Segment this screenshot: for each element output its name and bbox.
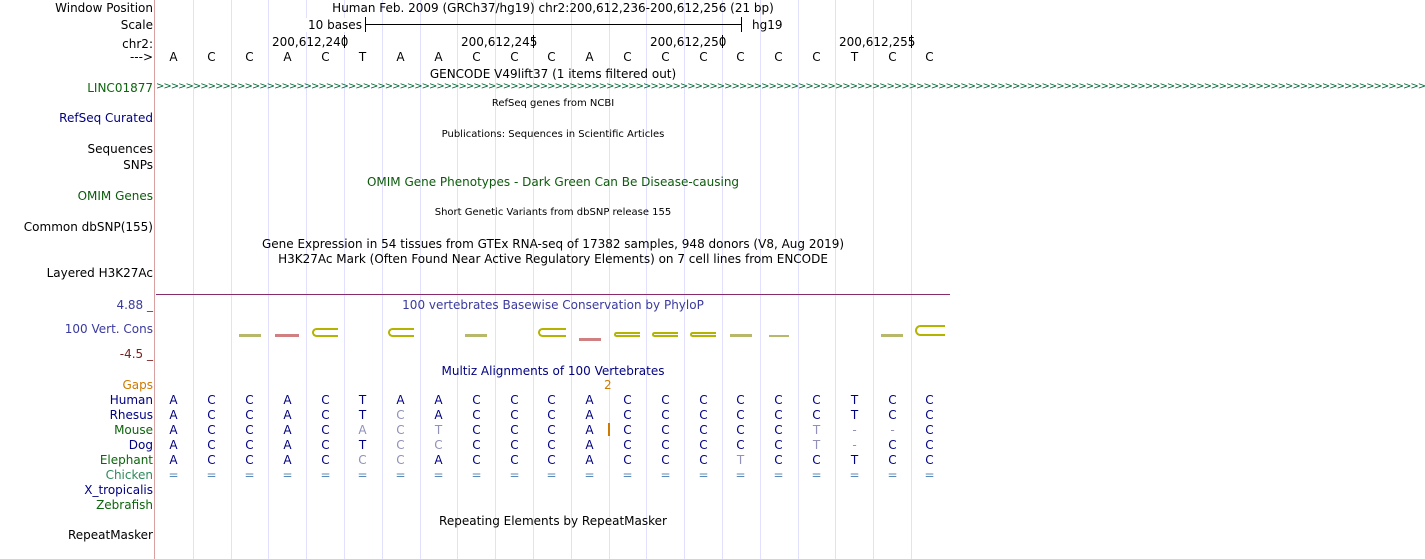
alignment-base: C [207, 438, 216, 452]
alignment-base: A [585, 423, 594, 437]
reference-base: C [774, 50, 783, 64]
alignment-base: C [774, 408, 783, 422]
alignment-base: C [925, 438, 934, 452]
alignment-base: C [434, 438, 443, 452]
phylop-score-mark [614, 332, 640, 337]
alignment-base: C [472, 453, 481, 467]
alignment-base: A [283, 393, 292, 407]
alignment-base: C [774, 393, 783, 407]
alignment-base: C [774, 423, 783, 437]
alignment-base: C [245, 438, 254, 452]
100-vert-cons-label[interactable]: 100 Vert. Cons [64, 322, 153, 336]
alignment-base: = [471, 468, 482, 482]
alignment-base: A [169, 438, 178, 452]
alignment-base: C [510, 408, 519, 422]
phylop-min-value: -4.5 _ [119, 347, 153, 361]
alignment-base: C [812, 408, 821, 422]
gtex-track-title: Gene Expression in 54 tissues from GTEx RNA-seq of 17382 samples, 948 donors (V8, Aug 2019) [261, 237, 845, 251]
alignment-base: T [358, 438, 367, 452]
alignment-base: = [509, 468, 520, 482]
phylop-score-mark [388, 328, 414, 337]
reference-base: T [358, 50, 367, 64]
reference-base: A [169, 50, 178, 64]
alignment-base: C [623, 438, 632, 452]
phylop-track-title: 100 vertebrates Basewise Conservation by PhyloP [402, 298, 704, 312]
reference-base: C [699, 50, 708, 64]
alignment-base: C [510, 423, 519, 437]
species-label-dog[interactable]: Dog [128, 438, 153, 452]
species-label-mouse[interactable]: Mouse [114, 423, 153, 437]
reference-base: C [661, 50, 670, 64]
phylop-score-mark [312, 328, 338, 337]
window-position-text: Human Feb. 2009 (GRCh37/hg19) chr2:200,612,236-200,612,256 (21 bp) [332, 1, 774, 15]
alignment-base: C [925, 393, 934, 407]
reference-base: C [207, 50, 216, 64]
alignment-base: = [698, 468, 709, 482]
alignment-base: A [283, 438, 292, 452]
alignment-base: A [434, 393, 443, 407]
alignment-base: C [245, 453, 254, 467]
phylop-score-mark [915, 325, 945, 336]
reference-base: A [283, 50, 292, 64]
alignment-base: C [699, 393, 708, 407]
alignment-base: - [890, 423, 895, 437]
common-dbsnp-label[interactable]: Common dbSNP(155) [23, 220, 153, 234]
alignment-base: C [245, 423, 254, 437]
alignment-base: A [585, 408, 594, 422]
alignment-base: A [358, 423, 367, 437]
reference-base: A [585, 50, 594, 64]
repeatmasker-track-title: Repeating Elements by RepeatMasker [439, 514, 667, 528]
alignment-base: C [396, 453, 405, 467]
scale-bar-text: 10 bases [308, 18, 362, 32]
alignment-base: = [320, 468, 331, 482]
publications-track-title: Publications: Sequences in Scientific Articles [441, 129, 665, 140]
alignment-base: A [283, 423, 292, 437]
phylop-score-mark [690, 332, 716, 337]
alignment-base: T [850, 408, 859, 422]
alignment-base: A [169, 408, 178, 422]
omim-genes-label[interactable]: OMIM Genes [77, 189, 153, 203]
alignment-base: C [774, 438, 783, 452]
alignment-base: C [774, 453, 783, 467]
repeatmasker-label[interactable]: RepeatMasker [67, 528, 153, 542]
alignment-base: A [169, 453, 178, 467]
scale-bar-line [365, 24, 742, 25]
alignment-base: C [699, 408, 708, 422]
phylop-score-mark [579, 338, 601, 341]
chrom-label: chr2: [122, 37, 153, 51]
phylop-max-value: 4.88 _ [116, 298, 153, 312]
alignment-base: T [850, 393, 859, 407]
reference-base: A [434, 50, 443, 64]
alignment-base: = [924, 468, 935, 482]
alignment-base: C [510, 438, 519, 452]
alignment-base: C [321, 408, 330, 422]
alignment-base: = [395, 468, 406, 482]
alignment-base: A [283, 453, 292, 467]
species-label-x_tropicalis[interactable]: X_tropicalis [84, 483, 153, 497]
strand-label: ---> [129, 50, 153, 64]
position-label: 200,612,255 [839, 35, 916, 49]
alignment-base: C [358, 453, 367, 467]
linc01877-gene-label[interactable]: LINC01877 [87, 81, 153, 95]
alignment-base: C [661, 453, 670, 467]
omim-track-title: OMIM Gene Phenotypes - Dark Green Can Be Disease-causing [366, 175, 740, 189]
alignment-base: C [547, 453, 556, 467]
alignment-base: C [547, 423, 556, 437]
alignment-base: = [282, 468, 293, 482]
alignment-base: A [169, 423, 178, 437]
alignment-base: A [585, 438, 594, 452]
alignment-base: C [472, 423, 481, 437]
alignment-base: C [321, 438, 330, 452]
position-label: 200,612,245 [461, 35, 538, 49]
alignment-base: T [358, 393, 367, 407]
alignment-base: = [849, 468, 860, 482]
alignment-base: C [207, 423, 216, 437]
alignment-base: C [472, 408, 481, 422]
alignment-base: C [547, 408, 556, 422]
alignment-base: A [283, 408, 292, 422]
phylop-score-mark [239, 334, 261, 337]
alignment-base: C [321, 423, 330, 437]
species-label-human[interactable]: Human [109, 393, 153, 407]
alignment-base: = [433, 468, 444, 482]
alignment-base: C [812, 393, 821, 407]
alignment-base: C [661, 423, 670, 437]
alignment-base: C [623, 393, 632, 407]
alignment-base: C [736, 393, 745, 407]
reference-base: T [850, 50, 859, 64]
alignment-base: T [434, 423, 443, 437]
alignment-base: C [661, 408, 670, 422]
reference-base: C [245, 50, 254, 64]
alignment-base: C [207, 453, 216, 467]
phylop-score-mark [730, 334, 752, 337]
refseq-track-title: RefSeq genes from NCBI [491, 98, 615, 109]
dbsnp-track-title: Short Genetic Variants from dbSNP release 155 [434, 207, 672, 218]
alignment-base: = [660, 468, 671, 482]
alignment-base: C [888, 408, 897, 422]
alignment-base: C [812, 453, 821, 467]
reference-base: C [736, 50, 745, 64]
alignment-base: C [736, 438, 745, 452]
alignment-base: C [245, 393, 254, 407]
alignment-base: = [887, 468, 898, 482]
alignment-base: - [852, 438, 857, 452]
alignment-base: C [510, 393, 519, 407]
alignment-base: = [773, 468, 784, 482]
alignment-base: A [169, 393, 178, 407]
alignment-base: A [585, 393, 594, 407]
alignment-base: C [699, 453, 708, 467]
reference-base: C [547, 50, 556, 64]
alignment-base: C [925, 453, 934, 467]
alignment-base: C [396, 438, 405, 452]
alignment-base: A [434, 408, 443, 422]
phylop-score-mark [881, 334, 903, 337]
alignment-base: A [434, 453, 443, 467]
alignment-base: C [623, 408, 632, 422]
alignment-base: = [584, 468, 595, 482]
alignment-base: C [888, 438, 897, 452]
alignment-base: C [699, 438, 708, 452]
alignment-base: C [547, 393, 556, 407]
alignment-base: C [736, 408, 745, 422]
alignment-base: C [510, 453, 519, 467]
alignment-base: C [888, 393, 897, 407]
alignment-base: C [547, 438, 556, 452]
phylop-score-mark [652, 332, 678, 337]
alignment-base: C [396, 408, 405, 422]
window-position-label: Window Position [55, 1, 153, 15]
reference-base: C [472, 50, 481, 64]
species-label-chicken[interactable]: Chicken [105, 468, 153, 482]
multiz-track-title: Multiz Alignments of 100 Vertebrates [441, 364, 665, 378]
phylop-score-mark [769, 335, 789, 337]
reference-base: C [925, 50, 934, 64]
reference-base: C [888, 50, 897, 64]
alignment-base: C [925, 423, 934, 437]
reference-base: C [623, 50, 632, 64]
phylop-score-mark [538, 328, 566, 337]
layered-h3k27ac-label[interactable]: Layered H3K27Ac [46, 266, 153, 280]
reference-base: C [321, 50, 330, 64]
alignment-base: T [812, 438, 821, 452]
gencode-track-title: GENCODE V49lift37 (1 items filtered out) [429, 67, 677, 81]
position-label: 200,612,250 [650, 35, 727, 49]
reference-base: A [396, 50, 405, 64]
alignment-base: = [546, 468, 557, 482]
species-label-zebrafish[interactable]: Zebrafish [96, 498, 153, 512]
reference-base: C [812, 50, 821, 64]
assembly-name: hg19 [752, 18, 783, 32]
alignment-base: T [358, 408, 367, 422]
alignment-base: C [472, 393, 481, 407]
alignment-base: = [206, 468, 217, 482]
alignment-base: = [357, 468, 368, 482]
alignment-base: C [396, 423, 405, 437]
phylop-score-mark [465, 334, 487, 337]
alignment-base: C [699, 423, 708, 437]
alignment-base: C [661, 393, 670, 407]
alignment-base: A [396, 393, 405, 407]
reference-base: C [510, 50, 519, 64]
alignment-base: C [925, 408, 934, 422]
alignment-base: = [622, 468, 633, 482]
alignment-base: T [736, 453, 745, 467]
alignment-base: C [623, 423, 632, 437]
alignment-base: C [736, 423, 745, 437]
alignment-base: T [850, 453, 859, 467]
sequences-label[interactable]: Sequences [87, 142, 153, 156]
gaps-label: Gaps [122, 378, 153, 392]
alignment-base: - [852, 423, 857, 437]
h3k27ac-signal-line [156, 294, 950, 295]
gap-count: 2 [604, 378, 612, 392]
alignment-base: C [888, 453, 897, 467]
linc01877-gene-feature[interactable]: >>>>>>>>>>>>>>>>>>>>>>>>>>>>>>>>>>>>>>>>>>>>>>>>>>>>>>>>>>>>>>>>>>>>>>>>>>>>>>>>>>>>>>>>>>>>>>>>>>>>>>>>>>>>>>>>>>>>>>>>>>>>>>>>>>>>>>>>>>>>>>>>>>>>>>>>>>>>>>>>>>>>>>>>>>>> [156, 81, 1425, 92]
refseq-curated-label[interactable]: RefSeq Curated [59, 111, 153, 125]
alignment-base: C [623, 453, 632, 467]
alignment-base: = [244, 468, 255, 482]
alignment-base: C [245, 408, 254, 422]
alignment-base: C [472, 438, 481, 452]
alignment-base: T [812, 423, 821, 437]
alignment-base: C [321, 393, 330, 407]
alignment-base: C [207, 408, 216, 422]
snps-label[interactable]: SNPs [123, 158, 153, 172]
alignment-base: = [168, 468, 179, 482]
alignment-base: C [661, 438, 670, 452]
alignment-base: C [321, 453, 330, 467]
scale-label: Scale [120, 18, 153, 32]
phylop-score-mark [275, 334, 299, 337]
species-label-rhesus[interactable]: Rhesus [109, 408, 153, 422]
alignment-base: = [811, 468, 822, 482]
alignment-base: = [735, 468, 746, 482]
alignment-base: A [585, 453, 594, 467]
position-label: 200,612,240 [272, 35, 349, 49]
h3k27ac-track-title: H3K27Ac Mark (Often Found Near Active Regulatory Elements) on 7 cell lines from ENCODE [278, 252, 828, 266]
species-label-elephant[interactable]: Elephant [99, 453, 153, 467]
alignment-base: C [207, 393, 216, 407]
